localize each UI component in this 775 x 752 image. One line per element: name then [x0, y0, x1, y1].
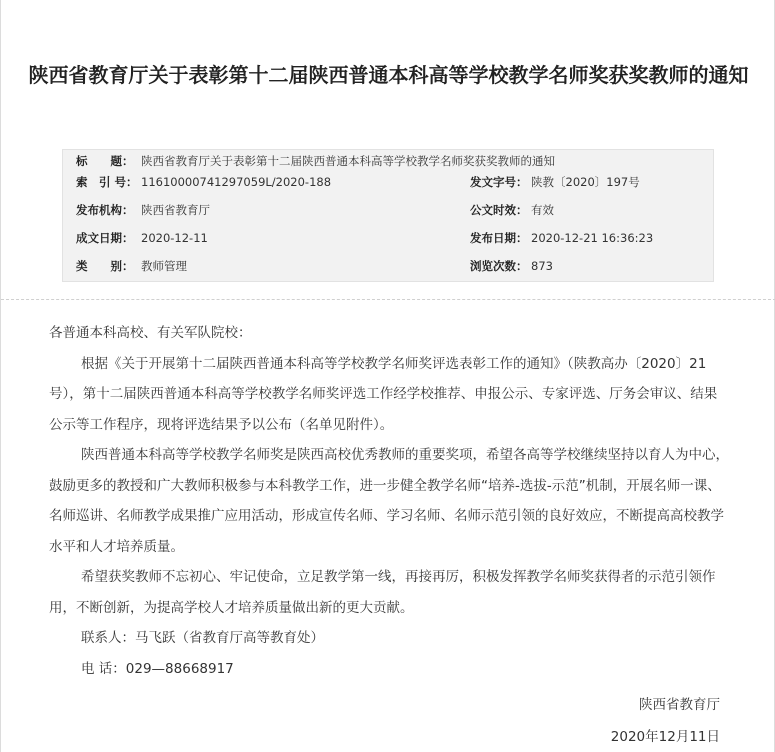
meta-views-label: 浏览次数： [470, 259, 528, 273]
meta-index-value: 11610000741297059L/2020-188 [141, 175, 332, 189]
meta-validity-value: 有效 [531, 203, 554, 217]
meta-issuer-value: 陕西省教育厅 [141, 203, 210, 217]
notice-body [49, 318, 729, 684]
meta-validity-label: 公文时效： [470, 203, 528, 217]
meta-category-value: 教师管理 [141, 259, 187, 273]
paragraph-1: 根据《关于开展第十二届陕西普通本科高等学校教学名师奖评选表彰工作的通知》（陕教高办〔2020〕21号），第十二届陕西普通本科高等学校教学名师奖评选工作经学校推荐、申报公示、专家评选、厅务会审议、结果公示等工作程序，现将评选结果予以公布（名单见附件）。 [49, 355, 718, 433]
meta-published-value: 2020-12-21 16:36:23 [531, 231, 654, 245]
meta-created-value: 2020-12-11 [141, 231, 208, 245]
meta-index-label: 索 引 号： [76, 175, 138, 189]
issuer-signature: 陕西省教育厅 [639, 697, 720, 713]
meta-issuer-label: 发布机构： [76, 203, 134, 217]
meta-title-label: 标 题： [76, 154, 134, 168]
meta-doc-no-value: 陕教〔2020〕197号 [531, 175, 640, 189]
meta-row-category [63, 256, 713, 276]
meta-title-value: 陕西省教育厅关于表彰第十二届陕西普通本科高等学校教学名师奖获奖教师的通知 [141, 154, 555, 168]
meta-row-index [63, 172, 713, 192]
meta-row-title [63, 151, 713, 171]
issue-date: 2020年12月11日 [610, 729, 720, 745]
contact-person: 联系人：马飞跃（省教育厅高等教育处） [81, 630, 324, 646]
section-divider [1, 299, 775, 300]
paragraph-3: 希望获奖教师不忘初心、牢记使命，立足教学第一线，再接再厉，积极发挥教学名师奖获得者的示范引领作用，不断创新，为提高学校人才培养质量做出新的更大贡献。 [49, 569, 716, 616]
meta-doc-no-label: 发文字号： [470, 175, 528, 189]
meta-row-issuer [63, 200, 713, 220]
salutation: 各普通本科高校、有关军队院校： [49, 325, 252, 341]
page-title: 陕西省教育厅关于表彰第十二届陕西普通本科高等学校教学名师奖获奖教师的通知 [28, 63, 749, 87]
meta-views-value: 873 [531, 259, 553, 273]
meta-created-label: 成文日期： [76, 231, 134, 245]
paragraph-2: 陕西普通本科高等学校教学名师奖是陕西高校优秀教师的重要奖项，希望各高等学校继续坚持以育人为中心，鼓励更多的教授和广大教师积极参与本科教学工作，进一步健全教学名师“培养-选拔-示范”机制，开展名师一课、名师巡讲、名师教学成果推广应用活动，形成宣传名师、学习名师、名师示范引领的良好效应，不断提高高校教学水平和人才培养质量。 [49, 447, 729, 555]
meta-published-label: 发布日期： [470, 231, 528, 245]
meta-category-label: 类 别： [76, 259, 134, 273]
contact-phone: 电 话：029—88668917 [81, 660, 234, 677]
document-metadata-panel [62, 149, 714, 282]
meta-row-dates [63, 228, 713, 248]
